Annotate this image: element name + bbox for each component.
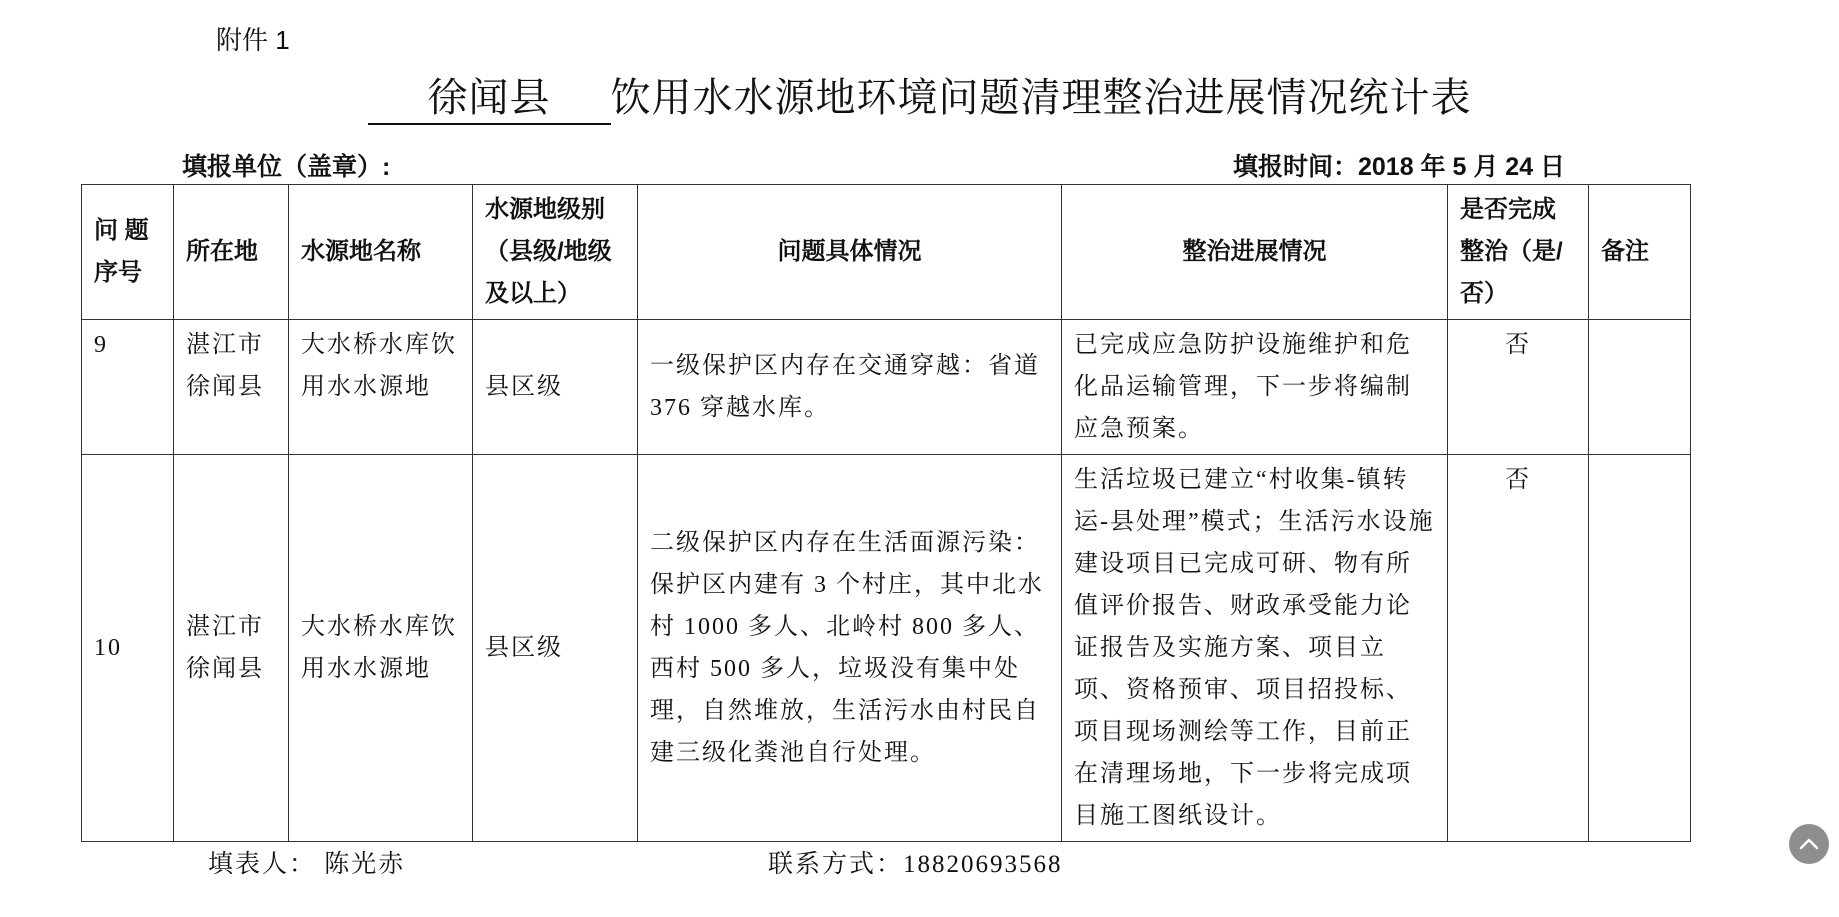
- cell-issue: 一级保护区内存在交通穿越：省道 376 穿越水库。: [638, 320, 1062, 455]
- cell-location: 湛江市徐闻县: [174, 455, 289, 842]
- cell-issue: 二级保护区内存在生活面源污染：保护区内建有 3 个村庄，其中北水村 1000 多人、北岭村 800 多人、西村 500 多人，垃圾没有集中处理，自然堆放，生活污水由村民自建三级化粪池自行处理。: [638, 455, 1062, 842]
- filling-time: 填报时间：2018 年 5 月 24 日: [1233, 153, 1566, 181]
- cell-progress: 已完成应急防护设施维护和危化品运输管理，下一步将编制应急预案。: [1062, 320, 1448, 455]
- cell-progress: 生活垃圾已建立“村收集-镇转运-县处理”模式；生活污水设施建设项目已完成可研、物有所值评价报告、财政承受能力论证报告及实施方案、项目立项、资格预审、项目招投标、项目现场测绘等工作，目前正在清理场地，下一步将完成项目施工图纸设计。: [1062, 455, 1448, 842]
- cell-done: 否: [1448, 455, 1589, 842]
- header-issue: 问题具体情况: [638, 185, 1062, 320]
- header-progress: 整治进展情况: [1062, 185, 1448, 320]
- cell-remark: [1589, 320, 1691, 455]
- cell-level: 县区级: [473, 455, 638, 842]
- table-row: [82, 320, 1691, 455]
- title-text: 饮用水水源地环境问题清理整治进展情况统计表: [610, 75, 1472, 120]
- page-title: [0, 66, 1839, 125]
- header-done: 是否完成整治（是/否）: [1448, 185, 1589, 320]
- scroll-to-top-button[interactable]: [1789, 824, 1829, 864]
- header-location: 所在地: [174, 185, 289, 320]
- cell-done: 否: [1448, 320, 1589, 455]
- header-seq: 问 题 序号: [82, 185, 174, 320]
- footer-filler: 填表人： 陈光赤: [208, 851, 406, 878]
- header-source-name: 水源地名称: [289, 185, 473, 320]
- footer-contact: 联系方式：18820693568: [768, 851, 1063, 878]
- table-header-row: [82, 185, 1691, 320]
- cell-source-name: 大水桥水库饮用水水源地: [289, 320, 473, 455]
- table-row: [82, 455, 1691, 842]
- cell-location: 湛江市徐闻县: [174, 320, 289, 455]
- statistics-table: [81, 184, 1691, 842]
- cell-level: 县区级: [473, 320, 638, 455]
- header-level: 水源地级别（县级/地级及以上）: [473, 185, 638, 320]
- filling-unit: 填报单位（盖章）:: [182, 153, 391, 181]
- cell-source-name: 大水桥水库饮用水水源地: [289, 455, 473, 842]
- title-county: 徐闻县: [368, 66, 611, 125]
- header-remark: 备注: [1589, 185, 1691, 320]
- cell-seq: 10: [82, 455, 174, 842]
- attachment-label: 附件 1: [216, 25, 290, 55]
- cell-seq: 9: [82, 320, 174, 455]
- cell-remark: [1589, 455, 1691, 842]
- chevron-up-icon: [1797, 832, 1821, 856]
